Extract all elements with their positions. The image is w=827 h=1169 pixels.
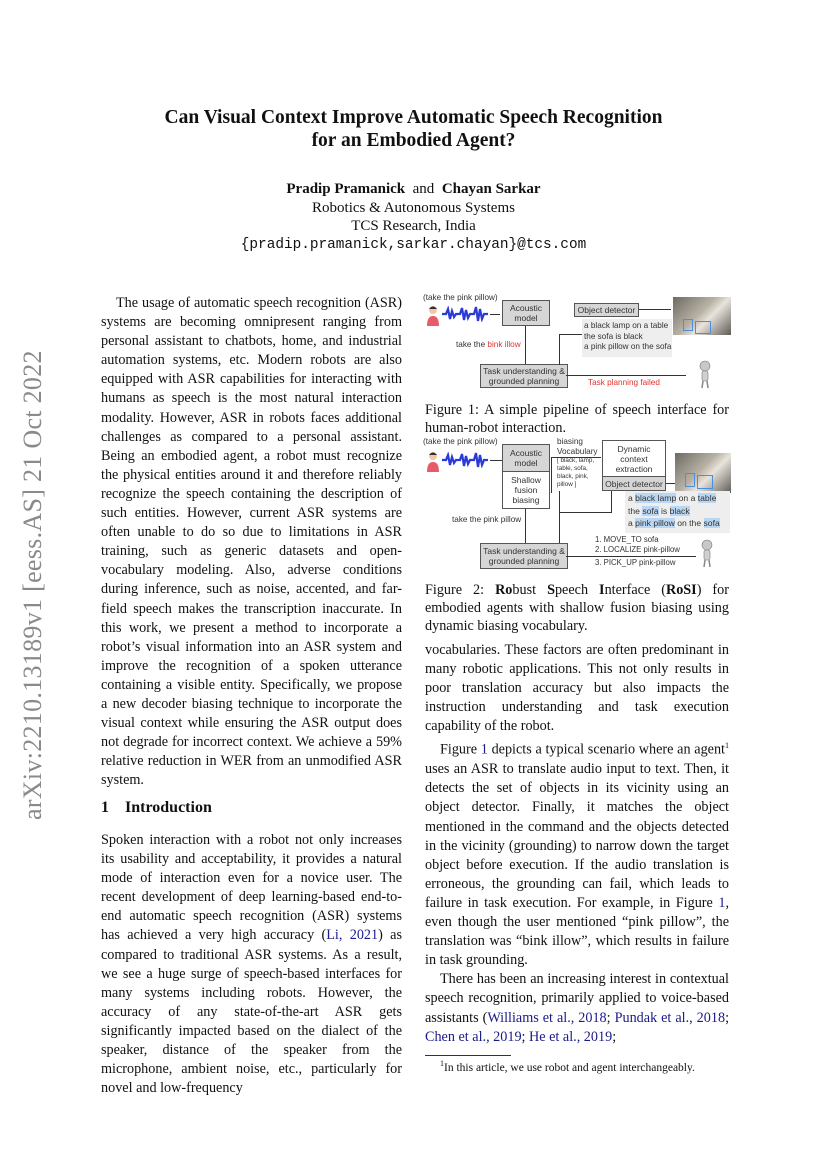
footnote-divider	[425, 1055, 511, 1056]
section-heading-introduction	[101, 799, 402, 817]
arxiv-stamp: arXiv:2210.13189v1 [eess.AS] 21 Oct 2022	[18, 350, 47, 820]
fig1-result: Task planning failed	[588, 378, 660, 387]
figure-1-ref[interactable]: 1	[480, 742, 488, 759]
fig1-utterance: (take the pink pillow)	[423, 293, 498, 302]
fig1-detections: a black lamp on a table the sofa is black a pink pillow on the sofa	[584, 321, 672, 351]
fig2-detections: a black lamp on a table the sofa is black a pink pillow on the sofa	[628, 493, 720, 528]
citation-pundak-2018[interactable]: Pundak et al., 2018	[614, 1009, 726, 1026]
fig2-shallow-fusion-box: Shallow fusion biasing	[502, 471, 550, 509]
author-block	[0, 180, 827, 254]
section-title: Introduction	[125, 799, 212, 816]
intro-paragraph-4: There has been an increasing interest in contextual speech recognition, primarily applied to voice-based assistants (Williams et al., 2018; Pundak et al., 2018; Chen et al., 2019; He et al., 2019;	[425, 971, 730, 1045]
citation-li-2021[interactable]: Li, 2021	[326, 927, 379, 944]
author-email[interactable]: {pradip.pramanick,sarkar.chayan}@tcs.com	[240, 236, 587, 253]
fig1-acoustic-model-box: Acoustic model	[502, 300, 550, 326]
abstract	[101, 294, 402, 790]
figure-1-caption: Figure 1: A simple pipeline of speech interface for human-robot interaction.	[425, 402, 729, 436]
citation-williams-2018[interactable]: Williams et al., 2018	[487, 1009, 607, 1026]
fig2-scene-image	[675, 453, 731, 493]
title-line-2: for an Embodied Agent?	[311, 130, 516, 151]
fig2-acoustic-model-box: Acoustic model	[502, 444, 550, 472]
fig2-biasing-label: biasing Vocabulary	[557, 437, 598, 456]
fig2-object-detector-box: Object detector	[602, 476, 666, 491]
speaker-person-icon	[426, 304, 440, 326]
fig1-planner-box: Task understanding & grounded planning	[480, 364, 568, 388]
intro-paragraph-3: Figure 1 depicts a typical scenario where an agent$^1$ uses an ASR to translate audio input to text. Then, it detects the set of objects in its vicinity using an object detector. Finally, it matches the object mentioned in the command and the objects detected in the vicinity (grounding) to narrow down the target object before execution. If the audio translation is erroneous, the grounding can fail, which leads to failure in task execution. For example, in Figure 1, even though the user mentioned “pink pillow”, the translation was “bink illow”, which results in failure in task grounding.	[425, 741, 729, 969]
intro-paragraph-2: vocabularies. These factors are often predominant in many robotic applications. This not only results in poor translation accuracy but also impacts the instruction understanding and task execution capability of the robot.	[425, 642, 729, 735]
fig2-utterance: (take the pink pillow)	[423, 437, 498, 446]
fig2-plan-steps: 1. MOVE_TO sofa 2. LOCALIZE pink-pillow 3. PICK_UP pink-pillow	[595, 535, 680, 567]
citation-chen-2019[interactable]: Chen et al., 2019	[425, 1028, 522, 1045]
fig1-asr-output: take the bink illow	[456, 340, 521, 349]
intro-paragraph-1: Spoken interaction with a robot not only increases its usability and acceptability, it provides a natural mode of interaction even for a novice user. The recent development of deep learning-based end-to-end automatic speech recognition (ASR) systems has achieved a very high accuracy (Li, 2021) as compared to traditional ASR systems. As a result, we see a huge surge of speech-based interfaces for many systems including robots. However, the accuracy of any state-of-the-art ASR gets significantly impacted based on the dialect of the speaker, distance of the speaker from the microphone, ambient noise, etc., particularly for novel and low-frequency	[101, 832, 402, 1097]
intro-continued	[425, 641, 729, 1047]
fig1-scene-image	[673, 297, 731, 335]
abstract-text: The usage of automatic speech recognition (ASR) systems are becoming omnipresent ranging from personal assistant to chatbots, home, and industrial automation systems, etc. Modern robots are also equipped with ASR capabilities for interacting with humans as speech is the most natural interaction modality. However, ASR in robots faces additional challenges as compared to a personal assistant. Being an embodied agent, a robot must recognize the physical entities around it and therefore reliably recognize the speech containing the description of such entities. However, current ASR systems are often unable to do so due to limitations in ASR training, such as generic datasets and open-vocabulary modeling. Also, adverse conditions during inference, such as noise, accented, and far-field speech makes the transcription inaccurate. In this work, we present a method to incorporate a robot’s visual information into an ASR system and improve the recognition of a spoken utterance containing a visible entity. Specifically, we propose a new decoder biasing technique to incorporate the visual context while ensuring the ASR output does not degrade for incorrect context. We achieve a 59% relative reduction in WER from an unmodified ASR system.	[101, 295, 402, 789]
figure-2-diagram	[420, 435, 732, 575]
fig1-object-detector-box: Object detector	[574, 303, 639, 317]
figure-1-ref[interactable]: 1	[718, 894, 726, 911]
affiliation-1: Robotics & Autonomous Systems	[312, 199, 515, 216]
robot-icon	[700, 539, 714, 567]
section-number: 1	[101, 799, 109, 816]
speaker-person-icon	[426, 450, 440, 472]
citation-he-2019[interactable]: He et al., 2019	[529, 1028, 613, 1045]
title-line-1: Can Visual Context Improve Automatic Speech Recognition	[164, 107, 663, 128]
audio-waveform-icon	[442, 306, 497, 322]
figure-1-diagram	[420, 292, 732, 392]
robot-icon	[698, 360, 712, 388]
figure-2-caption: Figure 2: Robust Speech Interface (RoSI) for embodied agents with shallow fusion biasing using dynamic biasing vocabulary.	[425, 582, 729, 634]
affiliation-2: TCS Research, India	[351, 218, 476, 234]
author-1: Pradip Pramanick	[286, 181, 406, 197]
footnote: $^1$In this article, we use robot and agent interchangeably.	[440, 1059, 695, 1074]
author-and: and	[412, 181, 435, 197]
author-2: Chayan Sarkar	[441, 181, 541, 197]
fig2-planner-box: Task understanding & grounded planning	[480, 543, 568, 569]
fig2-biasing-vocab: [ black, lamp, table, sofa, black, pink, pillow ]	[557, 457, 595, 488]
fig2-asr-output: take the pink pillow	[452, 515, 522, 524]
fig2-dynamic-context-box: Dynamic context extraction	[602, 440, 666, 477]
footnote-mark[interactable]: 1	[725, 741, 729, 751]
paper-title	[0, 106, 827, 152]
audio-waveform-icon	[442, 452, 497, 468]
